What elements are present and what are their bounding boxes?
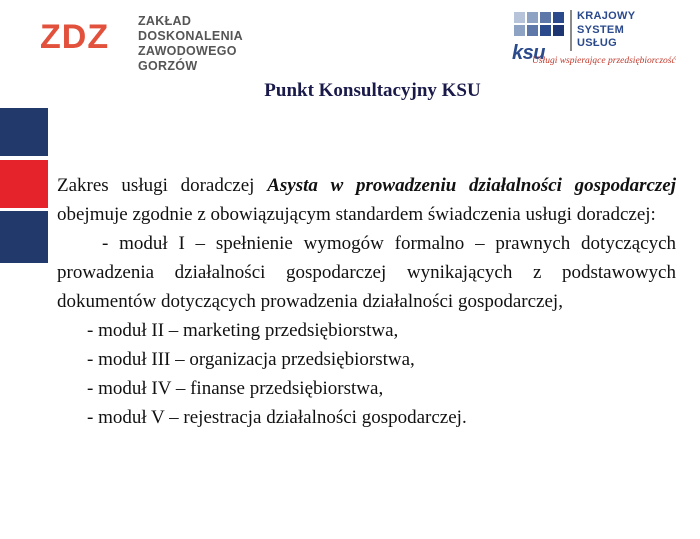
decorative-block-red <box>0 160 48 208</box>
module-item: - moduł I – spełnienie wymogów formalno – prawnych dotyczących prowadzenia działalności gospodarczej wynikających z podstawowych dokumentów dotyczących prowadzenia działalności gospodarczej, <box>57 233 676 312</box>
ksu-logo-mark: ksu <box>512 42 545 64</box>
module-item: - moduł IV – finanse przedsiębiorstwa, <box>87 378 384 399</box>
content-body <box>57 171 676 432</box>
zdz-logo <box>40 14 280 80</box>
decorative-block-navy <box>0 108 48 156</box>
intro-prefix: Zakres usługi doradczej <box>57 175 268 196</box>
zdz-logo-name <box>138 14 243 74</box>
zdz-logo-mark: ZDZ <box>40 18 110 56</box>
zdz-logo-line: GORZÓW <box>138 59 198 73</box>
module-item: - moduł II – marketing przedsiębiorstwa, <box>87 320 399 341</box>
page-title: Punkt Konsultacyjny KSU <box>264 80 481 101</box>
decorative-block-navy <box>0 211 48 263</box>
intro-paragraph <box>57 171 676 229</box>
service-name: Asysta w prowadzeniu działalności gospodarczej <box>267 175 676 196</box>
intro-suffix: obejmuje zgodnie z obowiązującym standardem świadczenia usługi doradczej: <box>57 204 656 225</box>
zdz-logo-line: DOSKONALENIA <box>138 29 243 43</box>
ksu-logo-line: KRAJOWY <box>577 10 636 22</box>
ksu-logo-slogan: Usługi wspierające przedsiębiorczość <box>532 56 676 66</box>
ksu-logo-line: SYSTEM <box>577 23 625 36</box>
ksu-logo-line: USŁUG <box>577 37 617 49</box>
ksu-grid-icon <box>514 12 566 42</box>
module-item: - moduł V – rejestracja działalności gospodarczej. <box>87 407 467 428</box>
zdz-logo-line: ZAKŁAD <box>138 14 192 28</box>
ksu-logo-name <box>570 10 635 51</box>
module-item: - moduł III – organizacja przedsiębiorstwa, <box>87 349 415 370</box>
ksu-logo <box>512 10 676 72</box>
zdz-logo-line: ZAWODOWEGO <box>138 44 237 58</box>
